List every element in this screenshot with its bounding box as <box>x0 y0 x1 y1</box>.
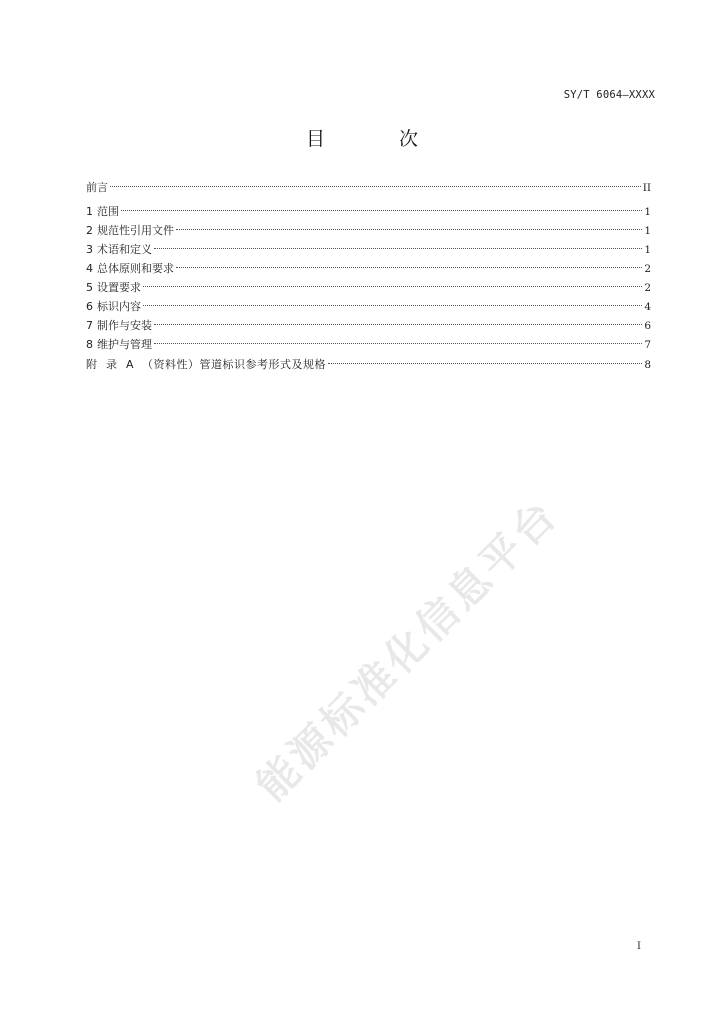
toc-entry-label: 6 标识内容 <box>86 300 141 313</box>
toc-page-number: 7 <box>644 339 651 351</box>
toc-page-number: 2 <box>644 282 651 294</box>
toc-entry-label: 7 制作与安装 <box>86 319 152 332</box>
toc-entry-maintenance-management[interactable] <box>86 335 651 354</box>
watermark-text: 能源标准化信息平台 <box>247 489 568 811</box>
toc-leader-dots <box>154 324 642 325</box>
footer-page-number: I <box>636 940 641 952</box>
toc-leader-dots <box>176 229 642 230</box>
toc-entry-normative-references[interactable] <box>86 221 651 240</box>
toc-leader-dots <box>143 286 642 287</box>
toc-leader-dots <box>143 305 642 306</box>
toc-entry-general-principles[interactable] <box>86 259 651 278</box>
toc-entry-foreword[interactable] <box>86 178 651 197</box>
toc-leader-dots <box>154 343 642 344</box>
toc-page-number: II <box>642 182 651 194</box>
toc-page-number: 6 <box>644 320 651 332</box>
toc-leader-dots <box>176 267 642 268</box>
toc-entry-label: 4 总体原则和要求 <box>86 262 174 275</box>
document-code: SY/T 6064—XXXX <box>563 89 655 101</box>
page-title: 目 次 <box>305 128 453 150</box>
toc-entry-marking-content[interactable] <box>86 297 651 316</box>
toc-leader-dots <box>110 186 641 187</box>
toc-page-number: 1 <box>644 206 651 218</box>
toc-leader-dots <box>328 363 642 364</box>
table-of-contents <box>86 178 651 374</box>
toc-page-number: 8 <box>644 359 651 371</box>
toc-entry-appendix-a[interactable] <box>86 355 651 374</box>
toc-page-number: 4 <box>644 301 651 313</box>
toc-entry-label: 附录A （资料性）管道标识参考形式及规格 <box>86 358 327 371</box>
toc-entry-terms-definitions[interactable] <box>86 240 651 259</box>
toc-entry-label: 8 维护与管理 <box>86 338 152 351</box>
toc-leader-dots <box>121 210 642 211</box>
toc-leader-dots <box>154 248 642 249</box>
toc-entry-setup-requirements[interactable] <box>86 278 651 297</box>
toc-entry-label: 1 范围 <box>86 205 119 218</box>
toc-entry-fabrication-installation[interactable] <box>86 316 651 335</box>
toc-entry-label: 3 术语和定义 <box>86 243 152 256</box>
toc-page-number: 1 <box>644 244 651 256</box>
toc-entry-label: 5 设置要求 <box>86 281 141 294</box>
toc-entry-scope[interactable] <box>86 202 651 221</box>
toc-page-number: 1 <box>644 225 651 237</box>
toc-entry-label: 前言 <box>86 181 108 194</box>
toc-page-number: 2 <box>644 263 651 275</box>
toc-entry-label: 2 规范性引用文件 <box>86 224 174 237</box>
